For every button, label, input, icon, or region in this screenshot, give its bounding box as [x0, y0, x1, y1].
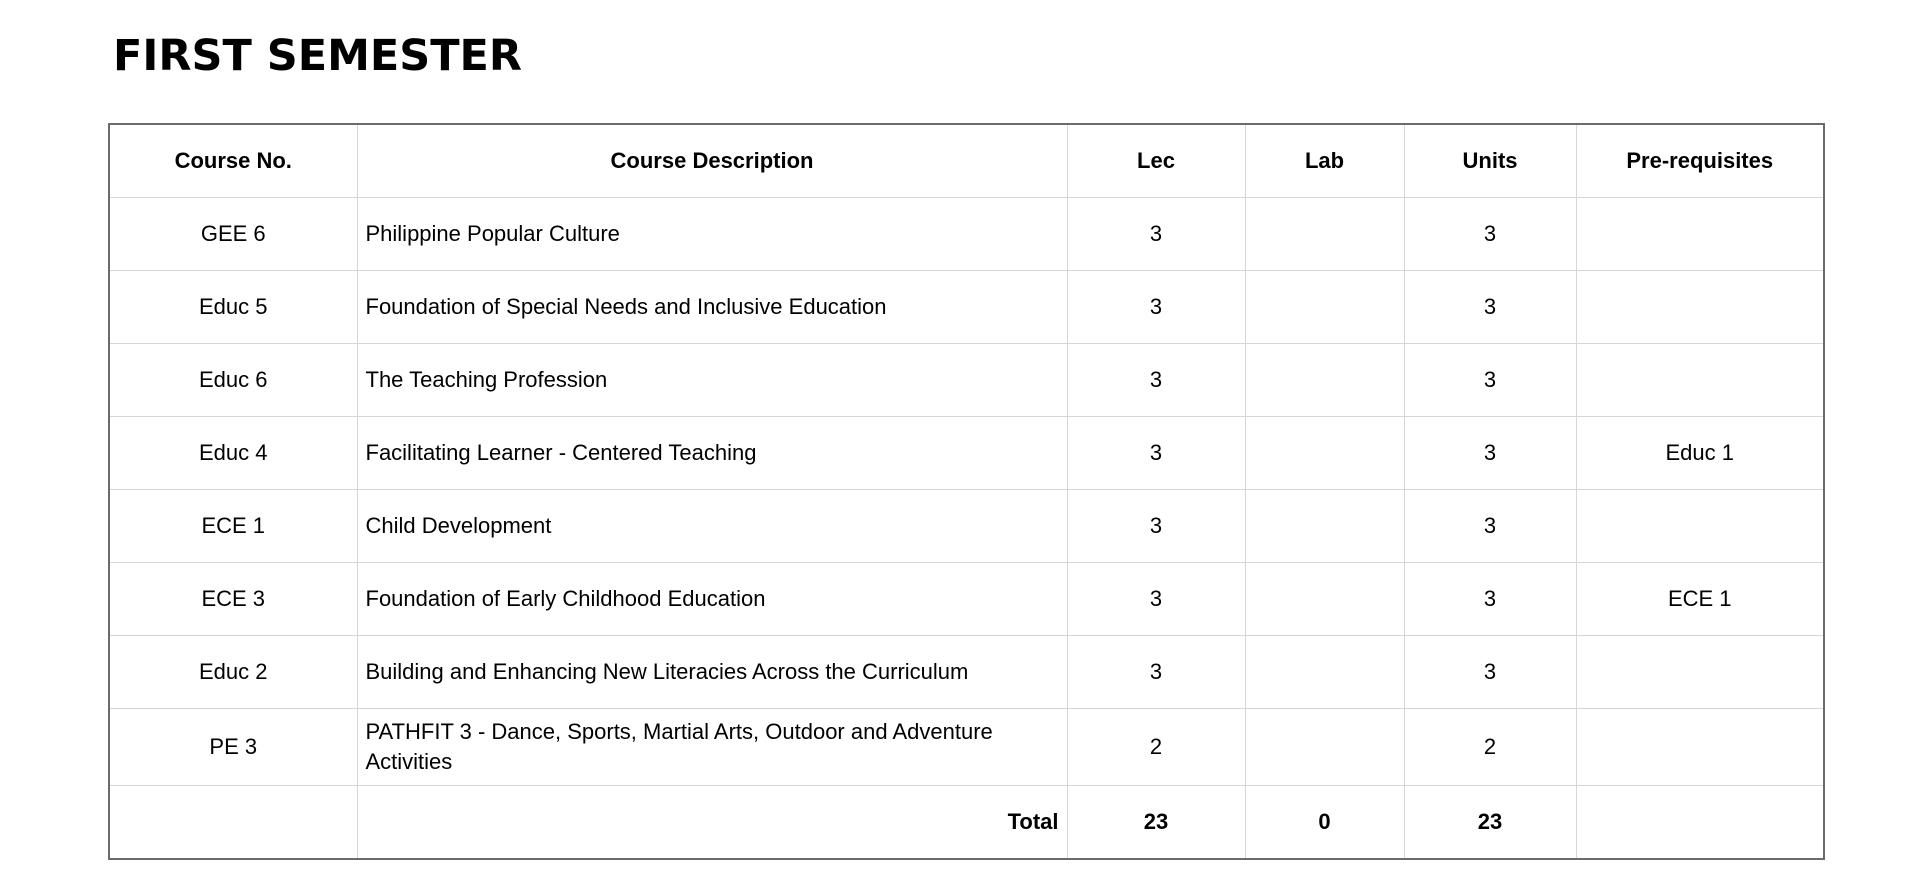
table-row	[109, 271, 1824, 344]
cell-course-description: Philippine Popular Culture	[357, 198, 1067, 271]
cell-units: 3	[1404, 563, 1576, 636]
cell-lec: 3	[1067, 563, 1245, 636]
total-row	[109, 786, 1824, 860]
cell-course-no: Educ 4	[109, 417, 357, 490]
cell-units: 2	[1404, 709, 1576, 786]
cell-course-description: Child Development	[357, 490, 1067, 563]
cell-course-no: GEE 6	[109, 198, 357, 271]
table-row	[109, 198, 1824, 271]
cell-lec: 2	[1067, 709, 1245, 786]
cell-course-description: PATHFIT 3 - Dance, Sports, Martial Arts, Outdoor and Adventure Activities	[357, 709, 1067, 786]
cell-lec: 3	[1067, 198, 1245, 271]
cell-prerequisites	[1576, 709, 1824, 786]
cell-course-no: ECE 1	[109, 490, 357, 563]
cell-lec: 3	[1067, 490, 1245, 563]
total-units: 23	[1404, 786, 1576, 860]
cell-prerequisites	[1576, 490, 1824, 563]
cell-lec: 3	[1067, 636, 1245, 709]
cell-prerequisites	[1576, 271, 1824, 344]
header-units: Units	[1404, 124, 1576, 198]
cell-lec: 3	[1067, 271, 1245, 344]
header-lab: Lab	[1245, 124, 1404, 198]
table-row	[109, 709, 1824, 786]
cell-course-description: Foundation of Early Childhood Education	[357, 563, 1067, 636]
table-body	[109, 198, 1824, 860]
cell-units: 3	[1404, 344, 1576, 417]
cell-prerequisites	[1576, 636, 1824, 709]
cell-lab	[1245, 636, 1404, 709]
cell-prerequisites: ECE 1	[1576, 563, 1824, 636]
cell-total-prereq-empty	[1576, 786, 1824, 860]
cell-units: 3	[1404, 490, 1576, 563]
table-row	[109, 636, 1824, 709]
total-lec: 23	[1067, 786, 1245, 860]
cell-course-no: PE 3	[109, 709, 357, 786]
header-lec: Lec	[1067, 124, 1245, 198]
cell-prerequisites	[1576, 198, 1824, 271]
cell-prerequisites: Educ 1	[1576, 417, 1824, 490]
header-row	[109, 124, 1824, 198]
cell-course-description: Foundation of Special Needs and Inclusive Education	[357, 271, 1067, 344]
cell-lab	[1245, 344, 1404, 417]
cell-course-description: The Teaching Profession	[357, 344, 1067, 417]
table-header	[109, 124, 1824, 198]
cell-lab	[1245, 563, 1404, 636]
table-row	[109, 344, 1824, 417]
cell-total-empty	[109, 786, 357, 860]
cell-course-no: ECE 3	[109, 563, 357, 636]
table-row	[109, 563, 1824, 636]
cell-lab	[1245, 198, 1404, 271]
cell-lec: 3	[1067, 417, 1245, 490]
cell-lab	[1245, 490, 1404, 563]
cell-lab	[1245, 271, 1404, 344]
header-course-no: Course No.	[109, 124, 357, 198]
table-row	[109, 490, 1824, 563]
header-course-description: Course Description	[357, 124, 1067, 198]
course-table-container	[108, 123, 1823, 860]
cell-units: 3	[1404, 198, 1576, 271]
cell-course-description: Building and Enhancing New Literacies Across the Curriculum	[357, 636, 1067, 709]
cell-lab	[1245, 709, 1404, 786]
table-row	[109, 417, 1824, 490]
cell-lab	[1245, 417, 1404, 490]
cell-units: 3	[1404, 271, 1576, 344]
course-table	[108, 123, 1825, 860]
cell-course-no: Educ 6	[109, 344, 357, 417]
total-lab: 0	[1245, 786, 1404, 860]
cell-prerequisites	[1576, 344, 1824, 417]
header-prerequisites: Pre-requisites	[1576, 124, 1824, 198]
cell-course-no: Educ 5	[109, 271, 357, 344]
cell-lec: 3	[1067, 344, 1245, 417]
cell-course-no: Educ 2	[109, 636, 357, 709]
cell-course-description: Facilitating Learner - Centered Teaching	[357, 417, 1067, 490]
cell-units: 3	[1404, 417, 1576, 490]
total-label: Total	[357, 786, 1067, 860]
cell-units: 3	[1404, 636, 1576, 709]
page-title: FIRST SEMESTER	[113, 31, 523, 81]
